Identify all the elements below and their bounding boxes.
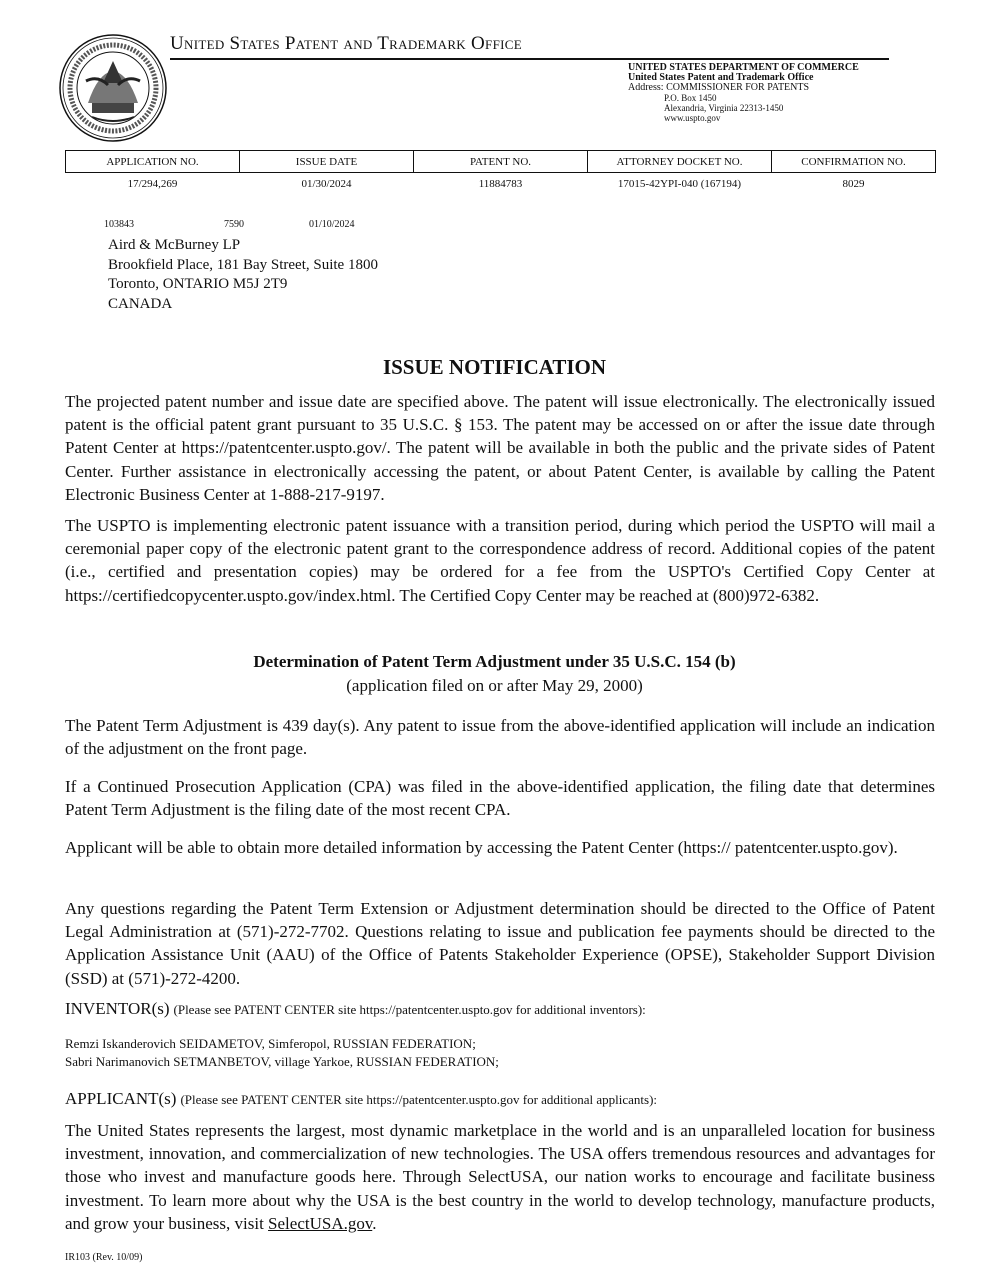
department-name: UNITED STATES DEPARTMENT OF COMMERCE	[628, 62, 859, 73]
paragraph-patent-center: Applicant will be able to obtain more detailed information by accessing the Patent Center (https:// patentcenter.uspto.gov).	[65, 838, 898, 857]
form-code: IR103 (Rev. 10/09)	[65, 1252, 143, 1263]
address-to: COMMISSIONER FOR PATENTS	[666, 82, 810, 93]
header-issue-date: ISSUE DATE	[240, 151, 414, 173]
pta-subheading: (application filed on or after May 29, 2000)	[346, 676, 643, 695]
paragraph-questions: Any questions regarding the Patent Term Extension or Adjustment determination should be directed to the Office of Patent Legal Administration at (571)-272-7702. Questions relating to issue and publication fee payments should be directed to the Application Assistance Unit (AAU) of the Office of Patents Stakeholder Experience (OPSE), Stakeholder Support Division (SSD) at (571)-272-4200.	[65, 899, 935, 988]
header-confirmation-no: CONFIRMATION NO.	[772, 151, 936, 173]
list-item: Sabri Narimanovich SETMANBETOV, village Yarkoe, RUSSIAN FEDERATION;	[65, 1054, 499, 1069]
header-attorney-docket-no: ATTORNEY DOCKET NO.	[588, 151, 772, 173]
uspto-seal-icon	[58, 33, 168, 143]
address-label: Address:	[628, 82, 664, 93]
address-line: Brookfield Place, 181 Bay Street, Suite 1800	[108, 256, 378, 273]
issue-date: 01/30/2024	[301, 178, 352, 190]
mail-code: 7590	[224, 219, 244, 230]
address-line	[628, 83, 859, 93]
confirmation-no: 8029	[842, 178, 865, 190]
address-line: Toronto, ONTARIO M5J 2T9	[108, 276, 288, 292]
application-no: 17/294,269	[127, 178, 178, 190]
po-box: P.O. Box 1450	[664, 93, 717, 103]
patent-no: 11884783	[478, 178, 523, 190]
paragraph-ceremonial-copy: The USPTO is implementing electronic patent issuance with a transition period, during which period the USPTO will mail a ceremonial paper copy of the electronic patent grant to the correspondence address of record. Additional copies of the patent (i.e., certified and presentation copies) may be ordered for a fee from the USPTO's Certified Copy Center at https://certifiedcopycenter.uspto.gov/index.html. The Certified Copy Center may be reached at (800)972-6382.	[65, 516, 935, 605]
application-info-table	[65, 150, 936, 195]
applicants-note: (Please see PATENT CENTER site https://patentcenter.uspto.gov for additional applicants):	[180, 1092, 658, 1107]
table-row	[66, 173, 936, 196]
header-application-no: APPLICATION NO.	[66, 151, 240, 173]
paragraph-selectusa	[65, 1119, 935, 1235]
inventors-list	[65, 1035, 499, 1071]
paragraph-pta-days: The Patent Term Adjustment is 439 day(s). Any patent to issue from the above-identified application will include an indication of the adjustment on the front page.	[65, 716, 935, 759]
attorney-docket-no: 17015-42YPI-040 (167194)	[617, 178, 742, 190]
paragraph-electronic-issue: The projected patent number and issue date are specified above. The patent will issue electronically. The electronically issued patent is the official patent grant pursuant to 35 U.S.C. § 153. The patent may be accessed on or after the issue date through Patent Center at https://patentcenter.uspto.gov/. The patent will be available in both the public and the private sides of Patent Center. Further assistance in electronically accessing the patent, or about Patent Center, is available by calling the Patent Electronic Business Center at 1-888-217-9197.	[65, 392, 935, 504]
correspondence-address	[108, 236, 378, 314]
applicants-label: APPLICANT(s)	[65, 1089, 177, 1108]
pta-heading: Determination of Patent Term Adjustment under 35 U.S.C. 154 (b)	[253, 652, 736, 671]
customer-number: 103843	[104, 219, 134, 230]
mail-date: 01/10/2024	[309, 219, 355, 230]
department-address-block	[628, 63, 859, 123]
selectusa-link[interactable]: SelectUSA.gov	[268, 1213, 373, 1233]
header-patent-no: PATENT NO.	[414, 151, 588, 173]
website: www.uspto.gov	[664, 113, 721, 123]
inventors-note: (Please see PATENT CENTER site https://patentcenter.uspto.gov for additional inventors):	[173, 1002, 646, 1017]
header-rule	[170, 58, 889, 60]
list-item: Remzi Iskanderovich SEIDAMETOV, Simferopol, RUSSIAN FEDERATION;	[65, 1036, 476, 1051]
address-line: CANADA	[108, 295, 173, 312]
address-line: Aird & McBurney LP	[108, 237, 241, 253]
page-title: ISSUE NOTIFICATION	[382, 355, 607, 379]
table-header-row	[66, 151, 936, 173]
applicants-label-line	[65, 1089, 657, 1109]
selectusa-text: The United States represents the largest, most dynamic marketplace in the world and is an unparalleled location for business investment, innovation, and commercialization of new technologies. The USA offers tremendous resources and advantages for those who invest and manufacture goods here. Through SelectUSA, our nation works to encourage and facilitate business investment. To learn more about why the USA is the best country in the world to develop technology, manufacture products, and grow your business, visit	[65, 1121, 935, 1233]
city: Alexandria, Virginia 22313-1450	[664, 103, 784, 113]
paragraph-cpa: If a Continued Prosecution Application (CPA) was filed in the above-identified application, the filing date that determines Patent Term Adjustment is the filing date of the most recent CPA.	[65, 777, 935, 820]
selectusa-period: .	[372, 1213, 377, 1233]
department-office: United States Patent and Trademark Office	[628, 72, 814, 83]
inventors-label-line	[65, 999, 646, 1019]
inventors-label: INVENTOR(s)	[65, 999, 170, 1018]
mail-codes	[104, 219, 355, 230]
office-title: United States Patent and Trademark Office	[170, 33, 522, 54]
